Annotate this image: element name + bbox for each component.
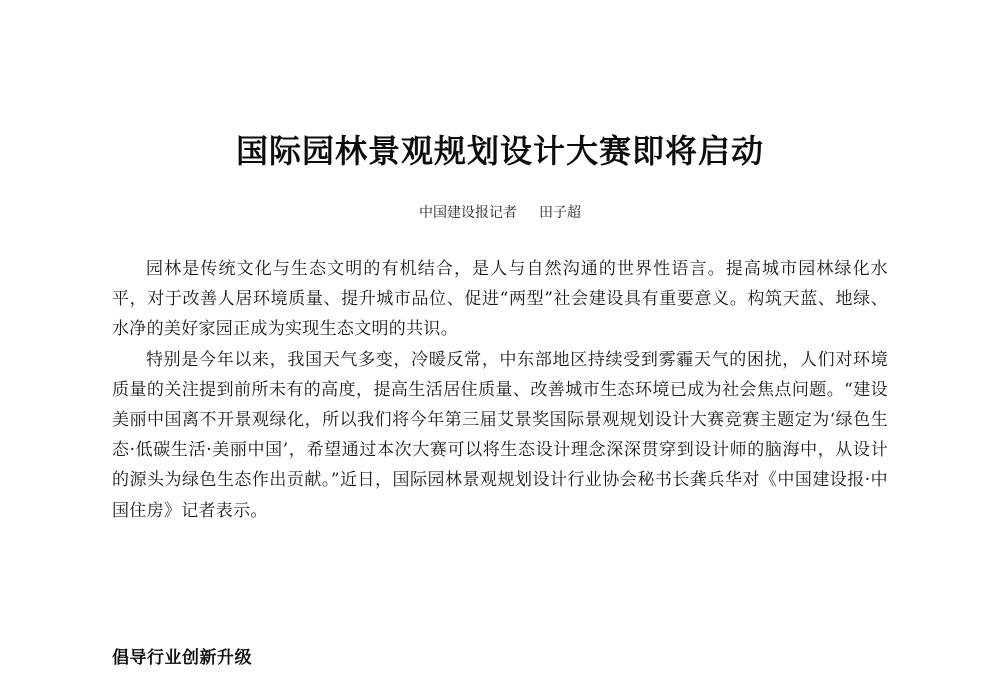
article-byline	[0, 202, 1000, 222]
paragraph-1: 园林是传统文化与生态文明的有机结合，是人与自然沟通的世界性语言。提高城市园林绿化水平，对于改善人居环境质量、提升城市品位、促进“两型”社会建设具有重要意义。构筑天蓝、地绿、水净的美好家园正成为实现生态文明的共识。	[112, 259, 888, 340]
byline-source: 中国建设报记者	[419, 205, 517, 221]
section-heading: 倡导行业创新升级	[112, 648, 252, 668]
paragraph-2: 特别是今年以来，我国天气多变，冷暖反常，中东部地区持续受到雾霾天气的困扰，人们对环境质量的关注提到前所未有的高度，提高生活居住质量、改善城市生态环境已成为社会焦点问题。“建设美丽中国离不开景观绿化，所以我们将今年第三届艾景奖国际景观规划设计大赛竞赛主题定为‘绿色生态·低碳生活·美丽中国’，希望通过本次大赛可以将生态设计理念深深贯穿到设计师的脑海中，从设计的源头为绿色生态作出贡献。”近日，国际园林景观规划设计行业协会秘书长龚兵华对《中国建设报·中国住房》记者表示。	[112, 349, 888, 521]
article-body	[112, 254, 888, 526]
article-title: 国际园林景观规划设计大赛即将启动	[235, 132, 764, 170]
byline-author: 田子超	[539, 205, 581, 221]
